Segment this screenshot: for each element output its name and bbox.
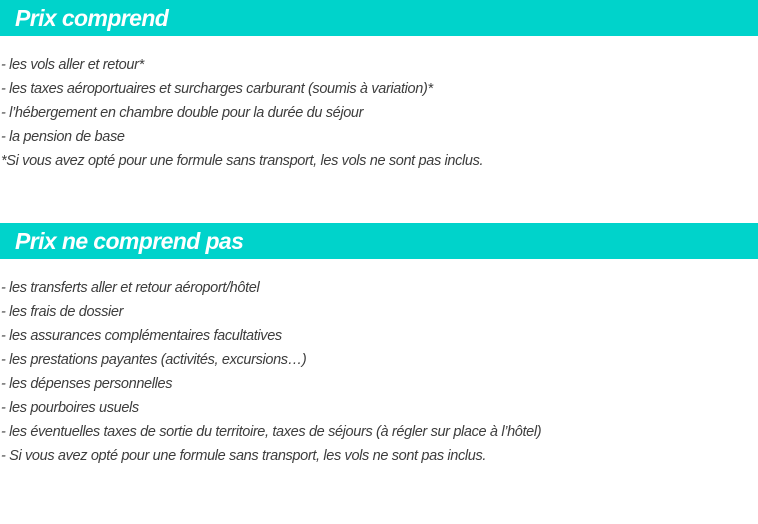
list-item: - les assurances complémentaires facultatives bbox=[1, 328, 282, 344]
footnote: *Si vous avez opté pour une formule sans transport, les vols ne sont pas inclus. bbox=[1, 153, 484, 169]
list-item: - les pourboires usuels bbox=[1, 400, 139, 416]
list-item: - les éventuelles taxes de sortie du territoire, taxes de séjours (à régler sur place à l’hôtel) bbox=[1, 424, 542, 440]
list-item: - l’hébergement en chambre double pour la durée du séjour bbox=[1, 105, 364, 121]
price-excludes-header bbox=[0, 223, 758, 259]
list-item: - les dépenses personnelles bbox=[1, 376, 173, 392]
list-item: - les vols aller et retour* bbox=[1, 57, 144, 73]
list-item: - les prestations payantes (activités, excursions…) bbox=[1, 352, 307, 368]
price-includes-section bbox=[0, 0, 758, 169]
list-item: - les frais de dossier bbox=[1, 304, 124, 320]
price-includes-header bbox=[0, 0, 758, 36]
list-item: - la pension de base bbox=[1, 129, 125, 145]
price-excludes-list bbox=[1, 276, 541, 468]
list-item: - les transferts aller et retour aéroport/hôtel bbox=[1, 280, 260, 296]
list-item: - Si vous avez opté pour une formule sans transport, les vols ne sont pas inclus. bbox=[1, 448, 487, 464]
price-includes-title: Prix comprend bbox=[15, 5, 169, 31]
price-includes-list bbox=[1, 53, 483, 173]
price-excludes-title: Prix ne comprend pas bbox=[15, 228, 244, 254]
list-item: - les taxes aéroportuaires et surcharges carburant (soumis à variation)* bbox=[1, 81, 433, 97]
price-excludes-section bbox=[0, 223, 758, 464]
